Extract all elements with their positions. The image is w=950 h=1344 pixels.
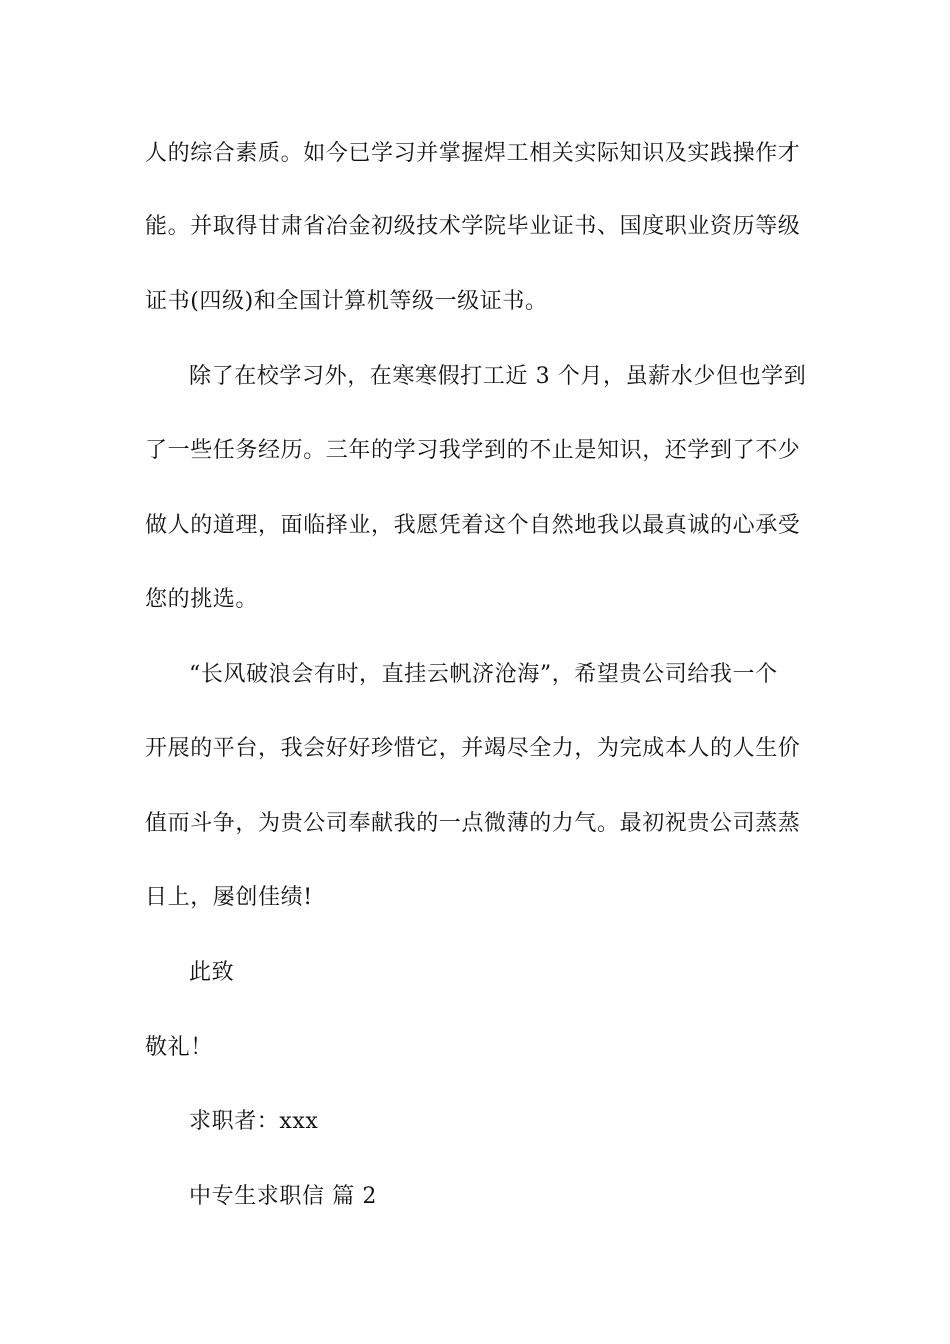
body-text-line: 人的综合素质。如今已学习并掌握焊工相关实际知识及实践操作才 <box>145 141 801 166</box>
body-text-line: 您的挑选。 <box>145 587 259 612</box>
salutation-line: 敬礼！ <box>145 1035 213 1060</box>
body-text-line: 值而斗争，为贵公司奉献我的一点微薄的力气。最初祝贵公司蒸蒸 <box>145 811 801 836</box>
body-text-line: 开展的平台，我会好好珍惜它，并竭尽全力，为完成本人的人生价 <box>145 736 801 761</box>
body-text-line: 能。并取得甘肃省冶金初级技术学院毕业证书、国度职业资历等级 <box>145 214 801 239</box>
body-text-line: 证书(四级)和全国计算机等级一级证书。 <box>145 289 548 314</box>
paragraph-start-line: 除了在校学习外，在寒寒假打工近 3 个月，虽薪水少但也学到 <box>189 364 807 389</box>
section-heading: 中专生求职信 篇 2 <box>189 1184 377 1209</box>
closing-line: 此致 <box>189 960 235 985</box>
signature-line: 求职者：xxx <box>189 1109 319 1134</box>
body-text-line: 做人的道理，面临择业，我愿凭着这个自然地我以最真诚的心承受 <box>145 513 801 538</box>
paragraph-start-line: “长风破浪会有时，直挂云帆济沧海”，希望贵公司给我一个 <box>189 662 778 687</box>
body-text-line: 了一些任务经历。三年的学习我学到的不止是知识，还学到了不少 <box>145 438 801 463</box>
body-text-line: 日上，屡创佳绩! <box>145 885 313 910</box>
